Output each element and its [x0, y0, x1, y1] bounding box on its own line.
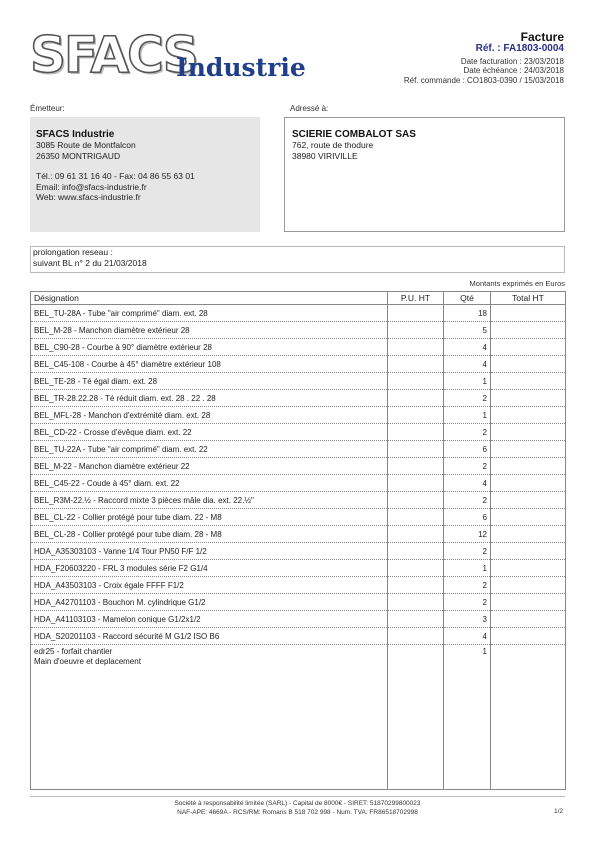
row-total: [491, 441, 566, 458]
company-logo: SFACS: [30, 26, 197, 84]
recipient-address-line1: 762, route de thodure: [292, 140, 374, 150]
table-row: [31, 475, 566, 492]
row-unit-price: [388, 475, 444, 492]
table-row: [31, 356, 566, 373]
row-designation: BEL_R3M-22.½ - Raccord mixte 3 pièces mâle dia. ext. 22.½": [31, 492, 388, 509]
row-total: [491, 560, 566, 577]
due-date: Date échéance : 24/03/2018: [463, 66, 564, 75]
row-designation: BEL_CD-22 - Crosse d'évêque diam. ext. 22: [31, 424, 388, 441]
row-designation: HDA_A41103103 - Mamelon conique G1/2x1/2: [31, 611, 388, 628]
row-designation: BEL_M-22 - Manchon diamètre extérieur 22: [31, 458, 388, 475]
row-total: [491, 322, 566, 339]
row-total: [491, 390, 566, 407]
table-row: [31, 373, 566, 390]
row-unit-price: [388, 509, 444, 526]
row-designation: BEL_MFL-28 - Manchon d'extrémité diam. ext. 28: [31, 407, 388, 424]
footer-legal-line1: Société à responsabilité limitée (SARL) - Capital de 8000€ - SIRET: 51870299800023: [174, 800, 421, 807]
table-row: [31, 407, 566, 424]
invoice-lines-table: [30, 291, 566, 790]
row-qty: 2: [444, 594, 491, 611]
table-row: [31, 526, 566, 543]
row-designation: BEL_C45-22 - Coude à 45° diam. ext. 22: [31, 475, 388, 492]
table-row: [31, 390, 566, 407]
page-number: 1/2: [553, 808, 563, 815]
row-total: [491, 339, 566, 356]
row-unit-price: [388, 645, 444, 790]
row-qty: 3: [444, 611, 491, 628]
row-designation: HDA_A43503103 - Croix égale FFFF F1/2: [31, 577, 388, 594]
row-unit-price: [388, 305, 444, 322]
row-designation: BEL_C90-28 - Courbe à 90° diamètre extérieur 28: [31, 339, 388, 356]
sender-label: Émetteur:: [30, 104, 65, 113]
col-qty: Qté: [444, 292, 491, 305]
row-unit-price: [388, 441, 444, 458]
row-designation: BEL_TR-28.22.28 - Té réduit diam. ext. 28 . 22 . 28: [31, 390, 388, 407]
row-qty: 1: [444, 560, 491, 577]
table-row: [31, 509, 566, 526]
row-total: [491, 543, 566, 560]
row-qty: 4: [444, 356, 491, 373]
row-designation: HDA_F20603220 - FRL 3 modules série F2 G1/4: [31, 560, 388, 577]
sender-address-line1: 3085 Route de Montfalcon: [36, 140, 136, 150]
row-qty: 2: [444, 390, 491, 407]
sender-box: [30, 117, 260, 232]
row-unit-price: [388, 322, 444, 339]
row-qty: 2: [444, 492, 491, 509]
row-designation: BEL_M-28 - Manchon diamètre extérieur 28: [31, 322, 388, 339]
table-row: [31, 577, 566, 594]
footer-legal-line2: NAF-APE: 4669A - RCS/RM: Romans B 518 702 998 - Num. TVA: FR86518702998: [177, 809, 418, 816]
row-unit-price: [388, 611, 444, 628]
row-designation: [31, 645, 388, 790]
recipient-box: [284, 117, 565, 232]
row-total: [491, 645, 566, 790]
table-row: [31, 424, 566, 441]
row-designation: BEL_TE-28 - Té égal diam. ext. 28: [31, 373, 388, 390]
row-qty: 1: [444, 407, 491, 424]
order-reference: Réf. commande : CO1803-0390 / 15/03/2018: [403, 76, 564, 85]
row-total: [491, 305, 566, 322]
row-unit-price: [388, 339, 444, 356]
table-row: [31, 441, 566, 458]
invoice-date: Date facturation : 23/03/2018: [460, 57, 564, 66]
footer-divider: [30, 796, 565, 797]
row-total: [491, 475, 566, 492]
row-unit-price: [388, 526, 444, 543]
row-unit-price: [388, 407, 444, 424]
row-qty: 2: [444, 458, 491, 475]
row-unit-price: [388, 356, 444, 373]
row-total: [491, 526, 566, 543]
row-designation: BEL_C45-108 - Courbe à 45° diamètre extérieur 108: [31, 356, 388, 373]
row-unit-price: [388, 560, 444, 577]
row-total: [491, 577, 566, 594]
row-unit-price: [388, 390, 444, 407]
row-qty: 4: [444, 628, 491, 645]
sender-name: SFACS Industrie: [36, 129, 115, 140]
row-unit-price: [388, 492, 444, 509]
row-designation: HDA_A35303103 - Vanne 1/4 Tour PN50 F/F 1/2: [31, 543, 388, 560]
table-row: [31, 492, 566, 509]
table-row: [31, 645, 566, 790]
recipient-name: SCIERIE COMBALOT SAS: [292, 129, 416, 140]
row-qty: 18: [444, 305, 491, 322]
row-qty: 1: [444, 373, 491, 390]
row-designation: HDA_S20201103 - Raccord sécurité M G1/2 ISO B6: [31, 628, 388, 645]
table-header-row: [31, 292, 566, 305]
row-qty: 1: [444, 645, 491, 790]
document-title: Facture: [520, 30, 564, 44]
invoice-object: [30, 246, 565, 273]
sender-website: Web: www.sfacs-industrie.fr: [36, 192, 141, 202]
row-total: [491, 628, 566, 645]
row-total: [491, 424, 566, 441]
currency-note: Montants exprimés en Euros: [469, 279, 565, 288]
row-designation: HDA_A42701103 - Bouchon M. cylindrique G1/2: [31, 594, 388, 611]
recipient-address-line2: 38980 VIRIVILLE: [292, 150, 358, 161]
table-row: [31, 628, 566, 645]
table-row: [31, 458, 566, 475]
row-qty: 6: [444, 509, 491, 526]
col-unit-price: P.U. HT: [388, 292, 444, 305]
table-row: [31, 339, 566, 356]
row-total: [491, 594, 566, 611]
table-row: [31, 305, 566, 322]
row-total: [491, 611, 566, 628]
row-qty: 2: [444, 577, 491, 594]
row-designation: BEL_TU-28A - Tube "air comprimé" diam. ext. 28: [31, 305, 388, 322]
row-designation: BEL_TU-22A - Tube "air comprimé" diam. ext. 22: [31, 441, 388, 458]
row-qty: 4: [444, 475, 491, 492]
row-total: [491, 356, 566, 373]
recipient-label: Adressé à:: [290, 104, 329, 113]
table-row: [31, 611, 566, 628]
row-unit-price: [388, 424, 444, 441]
table-row: [31, 560, 566, 577]
row-qty: 6: [444, 441, 491, 458]
row-designation-line2: Main d'oeuvre et deplacement: [34, 657, 141, 666]
company-logo-suffix: Industrie: [176, 53, 306, 82]
row-unit-price: [388, 628, 444, 645]
row-unit-price: [388, 543, 444, 560]
row-total: [491, 458, 566, 475]
object-line2: suivant BL n° 2 du 21/03/2018: [33, 257, 147, 268]
object-line1: prolongation reseau :: [33, 247, 113, 257]
row-total: [491, 373, 566, 390]
invoice-reference: Réf. : FA1803-0004: [475, 43, 564, 54]
row-unit-price: [388, 373, 444, 390]
table-row: [31, 594, 566, 611]
sender-phone: Tél.: 09 61 31 16 40 - Fax: 04 86 55 63 01: [36, 171, 195, 181]
row-total: [491, 492, 566, 509]
row-total: [491, 407, 566, 424]
row-unit-price: [388, 458, 444, 475]
row-qty: 12: [444, 526, 491, 543]
table-row: [31, 543, 566, 560]
row-qty: 5: [444, 322, 491, 339]
table-row: [31, 322, 566, 339]
row-designation: BEL_CL-28 - Collier protégé pour tube diam. 28 - M8: [31, 526, 388, 543]
sender-email: Email: info@sfacs-industrie.fr: [36, 181, 147, 192]
row-designation-line1: edr25 - forfait chantier: [34, 647, 113, 656]
row-qty: 2: [444, 424, 491, 441]
sender-address-line2: 26350 MONTRIGAUD: [36, 150, 121, 161]
row-total: [491, 509, 566, 526]
row-unit-price: [388, 577, 444, 594]
col-designation: Désignation: [31, 292, 388, 305]
row-qty: 2: [444, 543, 491, 560]
row-designation: BEL_CL-22 - Collier protégé pour tube diam. 22 - M8: [31, 509, 388, 526]
col-total: Total HT: [491, 292, 566, 305]
row-unit-price: [388, 594, 444, 611]
row-qty: 4: [444, 339, 491, 356]
